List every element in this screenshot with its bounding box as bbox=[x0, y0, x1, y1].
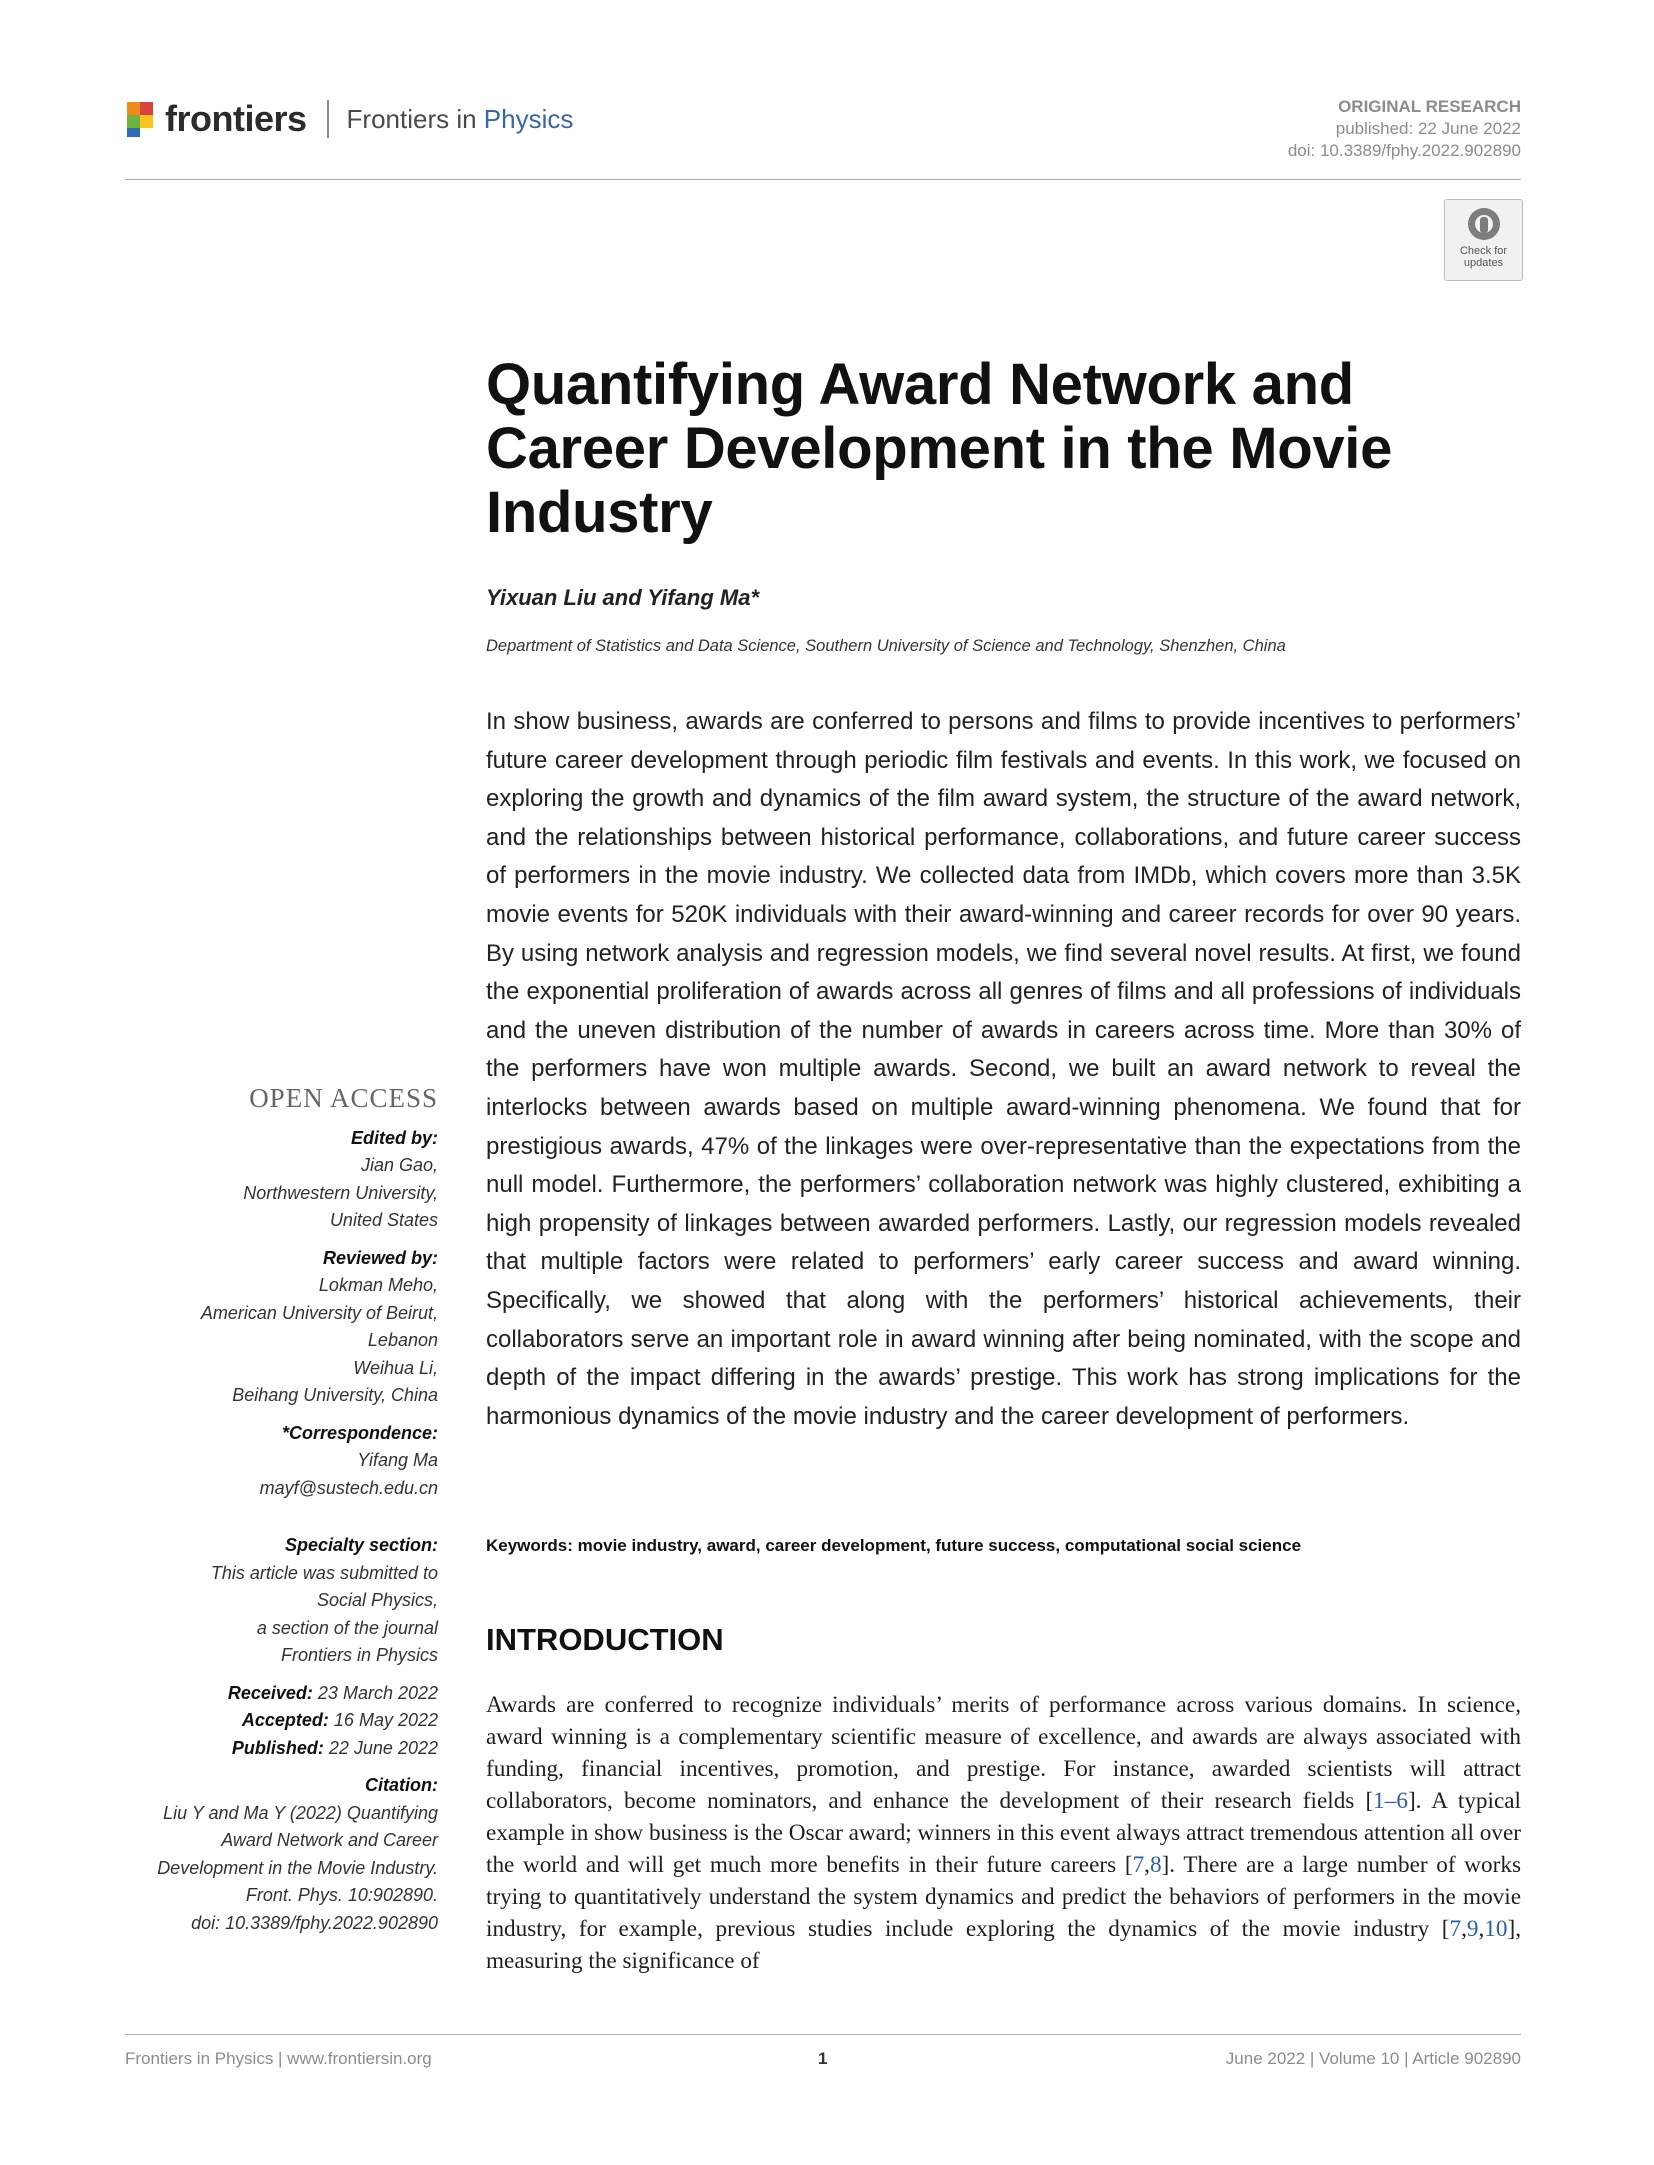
reviewed-by-label: Reviewed by: bbox=[322, 1247, 438, 1268]
check-updates-icon bbox=[1466, 206, 1502, 242]
editor-country: United States bbox=[329, 1210, 438, 1230]
article-sidebar bbox=[108, 1085, 438, 1937]
check-label-2: updates bbox=[1463, 257, 1504, 269]
footer-divider bbox=[125, 2034, 1521, 2035]
citation-line: Front. Phys. 10:902890. bbox=[245, 1885, 438, 1905]
article-doi[interactable]: doi: 10.3389/fphy.2022.902890 bbox=[1287, 141, 1521, 160]
author-affiliation: Department of Statistics and Data Science, Southern University of Science and Technology, Shenzhen, China bbox=[486, 637, 1286, 655]
check-for-updates-button[interactable] bbox=[1444, 199, 1523, 281]
article-meta bbox=[1288, 96, 1521, 162]
citation-separator: , bbox=[1461, 1916, 1467, 1942]
citation-link[interactable]: 1–6 bbox=[1373, 1788, 1408, 1814]
citation-line: Award Network and Career bbox=[221, 1830, 438, 1850]
journal-name[interactable] bbox=[347, 104, 574, 135]
citation-separator: , bbox=[1144, 1852, 1150, 1878]
citation-link[interactable]: 7 bbox=[1132, 1852, 1145, 1878]
header-divider bbox=[125, 179, 1521, 180]
citation-link[interactable]: 9 bbox=[1466, 1916, 1479, 1942]
article-type: ORIGINAL RESEARCH bbox=[1338, 97, 1521, 116]
page-number: 1 bbox=[818, 2049, 828, 2068]
reviewer-affiliation: American University of Beirut, bbox=[200, 1302, 438, 1323]
abstract: In show business, awards are conferred to persons and films to provide incentives to performers’ future career development through periodic film festivals and events. In this work, we focused on exploring the growth and dynamics of the film award system, the structure of the award network, and the relationships between historical performance, collaborations, and future career success of performers in the movie industry. We collected data from IMDb, which covers more than 3.5K movie events for 520K individuals with their award-winning and career records for over 90 years. By using network analysis and regression models, we find several novel results. At first, we found the exponential proliferation of awards across all genres of films and all professions of individuals and the uneven distribution of the number of awards in careers across time. More than 30% of the performers have won multiple awards. Second, we built an award network to reveal the interlocks between awards based on multiple award-winning phenomena. We found that for prestigious awards, 47% of the linkages were over-representative than the expectations from the null model. Furthermore, the performers’ collaboration network was highly clustered, exhibiting a high propensity of linkages between awarded performers. Lastly, our regression models revealed that multiple factors were related to performers’ early career success and award winning. Specifically, we showed that along with the performers’ historical achievements, their collaborators serve an important role in award winning after being nominated, with the scope and depth of the impact differing in the awards’ prestige. This work has strong implications for the harmonious dynamics of the movie industry and the career development of performers. bbox=[486, 708, 1521, 1430]
published-date-sidebar bbox=[108, 1735, 438, 1763]
reviewer-name: Weihua Li, bbox=[353, 1357, 438, 1378]
open-access-label: OPEN ACCESS bbox=[249, 1083, 438, 1113]
check-label-1: Check for bbox=[1459, 245, 1508, 257]
accepted-value: 16 May 2022 bbox=[333, 1710, 438, 1730]
brand-name: frontiers bbox=[165, 98, 307, 139]
citation-line: Development in the Movie Industry. bbox=[157, 1857, 438, 1878]
specialty-line: This article was submitted to bbox=[210, 1562, 438, 1583]
received-label: Received: bbox=[227, 1682, 313, 1703]
received-date bbox=[108, 1680, 438, 1708]
author-list[interactable]: Yixuan Liu and Yifang Ma* bbox=[486, 585, 760, 610]
journal-accent: Physics bbox=[483, 103, 574, 134]
keywords: Keywords: movie industry, award, career development, future success, computational social science bbox=[486, 1536, 1302, 1555]
reviewer-name: Lokman Meho, bbox=[318, 1275, 438, 1295]
intro-text-3: ]. There are a large number of works trying to quantitatively understand the system dynamics and predict the behaviors of performers in the movie industry, for example, previous studies include exploring the dynamics of the movie industry [ bbox=[486, 1852, 1521, 1942]
intro-text-1: Awards are conferred to recognize individuals’ merits of performance across various domains. In science, award winning is a complementary scientific measure of excellence, and awards are always associated with funding, financial incentives, promotion, and prestige. For instance, awarded scientists will attract collaborators, become nominators, and enhance the development of their research fields [ bbox=[486, 1692, 1521, 1814]
citation-label: Citation: bbox=[365, 1775, 438, 1795]
frontiers-logo-icon bbox=[125, 99, 159, 139]
section-heading-introduction: INTRODUCTION bbox=[486, 1622, 724, 1657]
citation-doi[interactable]: doi: 10.3389/fphy.2022.902890 bbox=[191, 1912, 438, 1933]
correspondence-name: Yifang Ma bbox=[357, 1450, 438, 1470]
reviewer-country: Lebanon bbox=[367, 1330, 438, 1350]
frontiers-logo[interactable] bbox=[125, 98, 573, 140]
accepted-label: Accepted: bbox=[241, 1710, 329, 1730]
intro-text-2: ]. A typical example in show business is the Oscar award; winners in this event always attract tremendous attention all over the world and will get much more benefits in their future careers [ bbox=[486, 1788, 1521, 1878]
correspondence-label: *Correspondence: bbox=[281, 1422, 438, 1443]
published-date: published: 22 June 2022 bbox=[1335, 119, 1521, 138]
journal-prefix: Frontiers in bbox=[346, 103, 484, 134]
published-label: Published: bbox=[231, 1737, 324, 1758]
citation-link[interactable]: 10 bbox=[1484, 1916, 1508, 1942]
editor-name: Jian Gao, bbox=[360, 1155, 438, 1175]
citation-line: Liu Y and Ma Y (2022) Quantifying bbox=[163, 1802, 438, 1823]
edited-by-label: Edited by: bbox=[350, 1127, 438, 1148]
specialty-line: Frontiers in Physics bbox=[280, 1645, 438, 1665]
correspondence-email[interactable]: mayf@sustech.edu.cn bbox=[259, 1477, 438, 1498]
citation-separator: , bbox=[1478, 1916, 1485, 1942]
accepted-date bbox=[108, 1707, 438, 1735]
intro-text-4: ], measuring the significance of bbox=[486, 1916, 1521, 1974]
citation-link[interactable]: 8 bbox=[1149, 1852, 1162, 1878]
specialty-line: Social Physics, bbox=[316, 1590, 438, 1610]
published-value: 22 June 2022 bbox=[328, 1737, 438, 1758]
footer-journal-link[interactable]: Frontiers in Physics | www.frontiersin.org bbox=[125, 2049, 432, 2068]
introduction-paragraph bbox=[486, 1689, 1521, 1977]
footer-issue-info: June 2022 | Volume 10 | Article 902890 bbox=[1225, 2049, 1521, 2068]
reviewer-affiliation: Beihang University, China bbox=[232, 1385, 438, 1405]
article-title: Quantifying Award Network and Career Development in the Movie Industry bbox=[486, 352, 1393, 545]
specialty-section-label: Specialty section: bbox=[284, 1535, 438, 1555]
specialty-line: a section of the journal bbox=[256, 1617, 438, 1638]
received-value: 23 March 2022 bbox=[317, 1682, 438, 1703]
editor-affiliation: Northwestern University, bbox=[243, 1182, 438, 1203]
citation-link[interactable]: 7 bbox=[1449, 1916, 1462, 1942]
logo-divider bbox=[327, 100, 329, 138]
